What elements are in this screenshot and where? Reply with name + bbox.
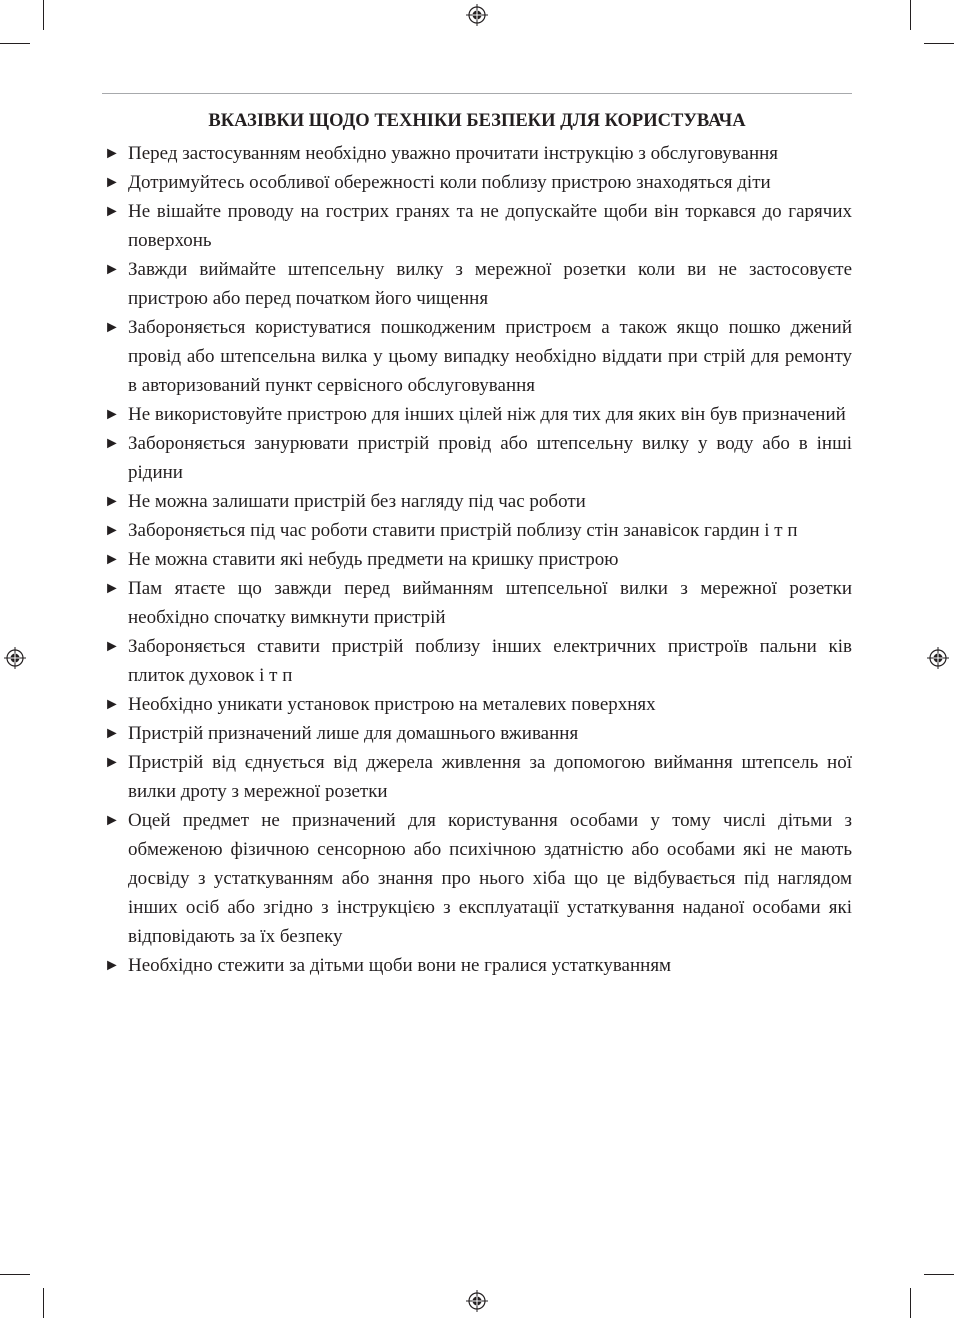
triangle-bullet-icon: ► [104, 522, 120, 539]
list-item-text: Оцей предмет не призначений для користування особами у тому числі дітьми з обмеженою фізичною сенсорною або психічною здатністю або особами які не мають досвіду з устаткуванням або знання про нього хіба що це відбувається під наглядом інших осіб або згідно з інструкцією з експлуатації устаткування наданої особами які відповідають за їх безпеку [128, 810, 852, 947]
list-item [104, 806, 852, 951]
list-item [104, 690, 852, 719]
triangle-bullet-icon: ► [104, 406, 120, 423]
crop-mark [43, 0, 44, 30]
list-item-text: Не вішайте проводу на гострих гранях та не допускайте щоби він торкався до гарячих поверхонь [128, 201, 852, 251]
triangle-bullet-icon: ► [104, 174, 120, 191]
triangle-bullet-icon: ► [104, 957, 120, 974]
registration-mark-icon [927, 647, 949, 669]
list-item [104, 951, 852, 980]
list-item [104, 574, 852, 632]
list-item-text: Пам ятаєте що завжди перед вийманням штепсельної вилки з мережної розетки необхідно спочатку вимкнути пристрій [128, 578, 852, 628]
list-item [104, 516, 852, 545]
crop-mark [0, 1274, 30, 1275]
list-item [104, 545, 852, 574]
triangle-bullet-icon: ► [104, 435, 120, 452]
crop-mark [924, 1274, 954, 1275]
list-item-text: Завжди виймайте штепсельну вилку з мережної розетки коли ви не застосовуєте пристрою або перед початком його чищення [128, 259, 852, 309]
triangle-bullet-icon: ► [104, 493, 120, 510]
triangle-bullet-icon: ► [104, 696, 120, 713]
header-rule [102, 93, 852, 94]
triangle-bullet-icon: ► [104, 725, 120, 742]
crop-mark [0, 43, 30, 44]
registration-mark-icon [466, 4, 488, 26]
list-item [104, 487, 852, 516]
list-item [104, 139, 852, 168]
list-item [104, 313, 852, 400]
triangle-bullet-icon: ► [104, 203, 120, 220]
list-item-text: Забороняється користуватися пошкодженим пристроєм а також якщо пошко джений провід або штепсельна вилка у цьому випадку необхідно віддати при стрій для ремонту в авторизований пункт сервісного обслуговування [128, 317, 852, 396]
triangle-bullet-icon: ► [104, 319, 120, 336]
list-item-text: Перед застосуванням необхідно уважно прочитати інструкцію з обслуговування [128, 143, 779, 164]
list-item [104, 168, 852, 197]
list-item [104, 429, 852, 487]
list-item [104, 255, 852, 313]
crop-mark [924, 43, 954, 44]
list-item-text: Забороняється занурювати пристрій провід або штепсельну вилку у воду або в інші рідини [128, 433, 852, 483]
triangle-bullet-icon: ► [104, 145, 120, 162]
list-item-text: Не можна залишати пристрій без нагляду під час роботи [128, 491, 586, 512]
list-item [104, 400, 852, 429]
crop-mark [910, 1288, 911, 1318]
list-item-text: Пристрій від єднується від джерела живлення за допомогою виймання штепсель ної вилки дроту з мережної розетки [128, 752, 852, 802]
safety-instructions-list [104, 139, 852, 980]
triangle-bullet-icon: ► [104, 261, 120, 278]
triangle-bullet-icon: ► [104, 580, 120, 597]
list-item-text: Необхідно стежити за дітьми щоби вони не гралися устаткуванням [128, 955, 672, 976]
crop-mark [43, 1288, 44, 1318]
triangle-bullet-icon: ► [104, 638, 120, 655]
list-item-text: Забороняється ставити пристрій поблизу інших електричних пристроїв пальни ків плиток духовок і т п [128, 636, 852, 686]
list-item [104, 632, 852, 690]
list-item [104, 719, 852, 748]
registration-mark-icon [466, 1290, 488, 1312]
list-item-text: Забороняється під час роботи ставити пристрій поблизу стін занавісок гардин і т п [128, 520, 798, 541]
list-item-text: Не можна ставити які небудь предмети на кришку пристрою [128, 549, 619, 570]
list-item [104, 197, 852, 255]
list-item-text: Не використовуйте пристрою для інших цілей ніж для тих для яких він був призначений [128, 404, 846, 425]
crop-mark [910, 0, 911, 30]
registration-mark-icon [4, 647, 26, 669]
list-item [104, 748, 852, 806]
triangle-bullet-icon: ► [104, 754, 120, 771]
triangle-bullet-icon: ► [104, 812, 120, 829]
list-item-text: Пристрій призначений лише для домашнього вживання [128, 723, 579, 744]
list-item-text: Необхідно уникати установок пристрою на металевих поверхнях [128, 694, 656, 715]
page-title: ВКАЗІВКИ ЩОДО ТЕХНІКИ БЕЗПЕКИ ДЛЯ КОРИСТУВАЧА [208, 111, 746, 131]
triangle-bullet-icon: ► [104, 551, 120, 568]
list-item-text: Дотримуйтесь особливої обережності коли поблизу пристрою знаходяться діти [128, 172, 771, 193]
